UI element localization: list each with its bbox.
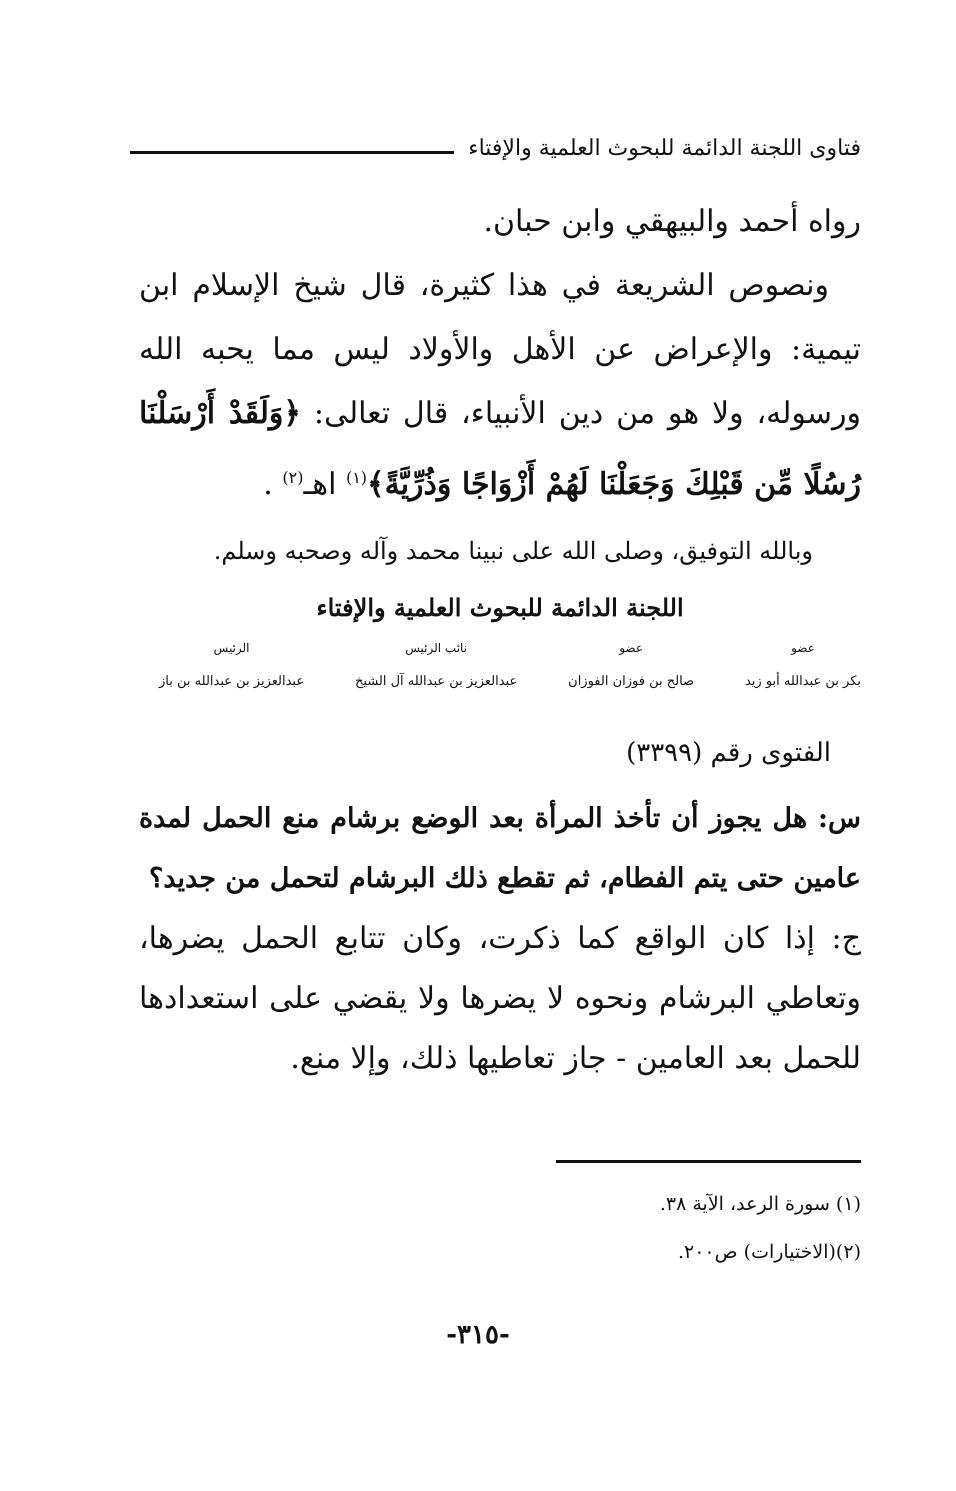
fatwa-number: الفتوى رقم (٣٣٩٩) (626, 738, 831, 768)
footnotes (139, 1180, 861, 1276)
page-number: -٣١٥- (446, 1320, 510, 1350)
header-rule (130, 151, 454, 154)
signatory (745, 637, 861, 693)
footnote-separator (556, 1160, 861, 1163)
answer-text: ج: إذا كان الواقع كما ذكرت، وكان تتابع الحمل يضرها، وتعاطي البرشام ونحوه لا يضرها ولا يقضي على استعدادها للحمل بعد العامين - جاز تعاطيها ذلك، وإلا منع. (139, 921, 861, 1076)
signatory-name: صالح بن فوزان الفوزان (568, 674, 695, 689)
signatory (568, 637, 694, 693)
running-header (130, 128, 861, 168)
signatory-role: الرئيس (213, 641, 250, 655)
signatory-role: عضو (791, 641, 815, 655)
footnote-ref-1: (١) (345, 468, 368, 487)
signatory-role: عضو (619, 641, 643, 655)
quran-verse: ﴿وَلَقَدْ أَرْسَلْنَا رُسُلًا مِّن قَبْلِكَ وَجَعَلْنَا لَهُمْ أَزْوَاجًا وَذُرِّيَّةً﴾ (139, 396, 861, 502)
signatories (139, 637, 861, 693)
footnote-ref-2: (٢) (282, 468, 304, 487)
footnote-1: (١) سورة الرعد، الآية ٣٨. (659, 1193, 861, 1215)
footnote-2: (٢)(الاختيارات) ص٢٠٠. (677, 1241, 861, 1263)
signatory-name: عبدالعزيز بن عبدالله بن باز (159, 674, 305, 689)
paragraph-hadith-source: رواه أحمد والبيهقي وابن حبان. (483, 204, 861, 239)
committee-title: اللجنة الدائمة للبحوث العلمية والإفتاء (316, 593, 684, 622)
paragraph-text: ونصوص الشريعة في هذا كثيرة، قال شيخ الإسلام ابن تيمية: والإعراض عن الأهل والأولاد ليس مما يحبه الله ورسوله، ولا هو من دين الأنبياء، قال تعالى: (139, 268, 861, 431)
signatory-name: عبدالعزيز بن عبدالله آل الشيخ (355, 674, 518, 689)
running-header-title: فتاوى اللجنة الدائمة للبحوث العلمية والإفتاء (468, 135, 861, 161)
paragraph-ibn-taymiyyah (139, 254, 861, 517)
signatory-role: نائب الرئيس (405, 641, 468, 655)
quote-dot: . (263, 467, 273, 502)
page-body (139, 190, 861, 1089)
question-text: س: هل يجوز أن تأخذ المرأة بعد الوضع برشام منع الحمل لمدة عامين حتى يتم الفطام، ثم تقطع ذلك البرشام لتحمل من جديد؟ (139, 803, 861, 894)
closing-prayer: وبالله التوفيق، وصلى الله على نبينا محمد وآله وصحبه وسلم. (213, 537, 813, 565)
signatory (159, 637, 304, 693)
signatory (355, 637, 517, 693)
quote-end: اهـ (303, 467, 337, 502)
signatory-name: بكر بن عبدالله أبو زيد (744, 674, 861, 689)
